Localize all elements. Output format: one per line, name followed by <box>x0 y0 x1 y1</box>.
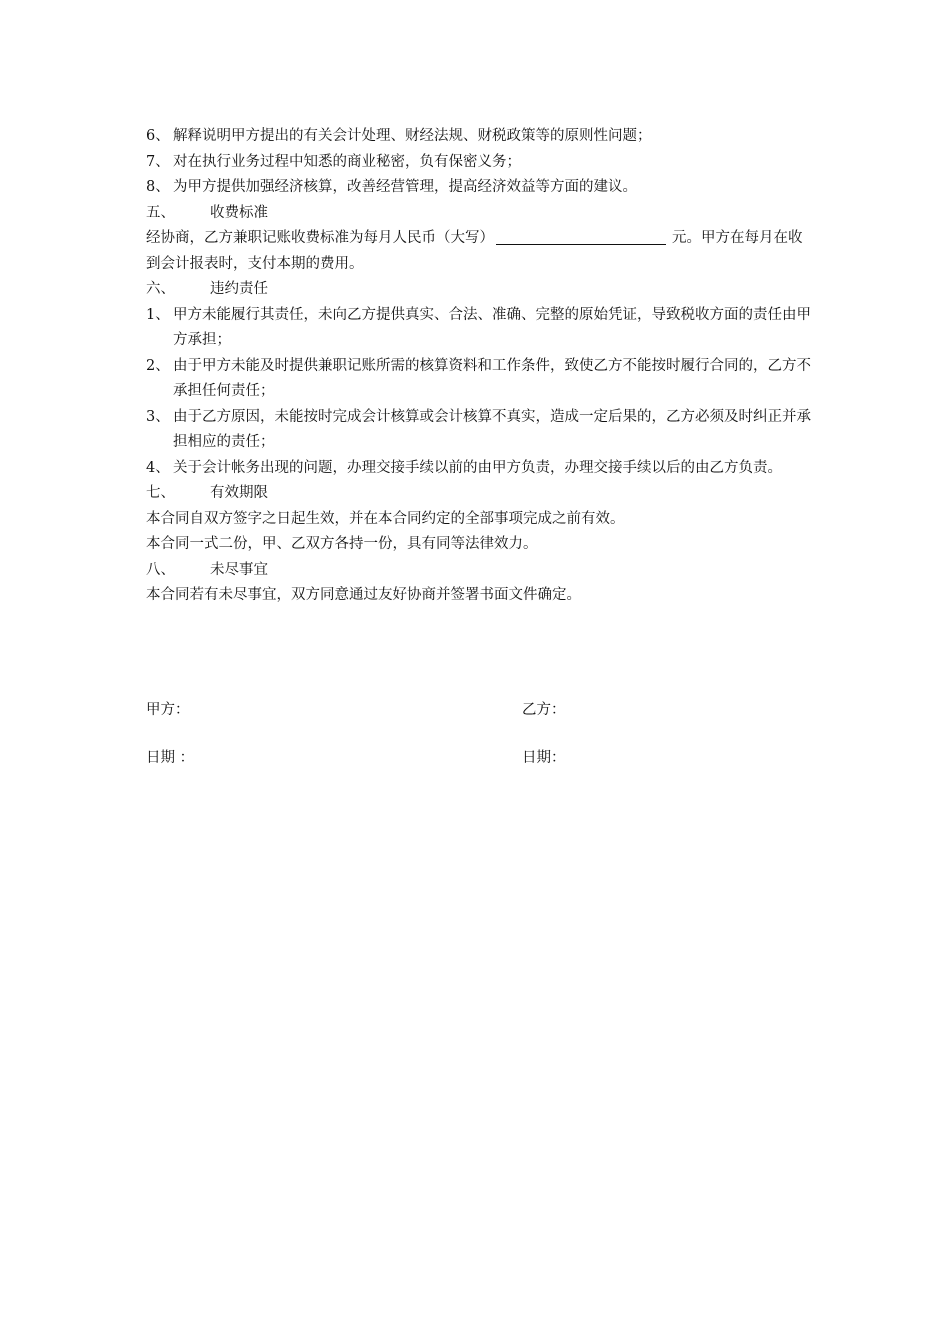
item-text: 为甲方提供加强经济核算，改善经营管理，提高经济效益等方面的建议。 <box>173 179 637 195</box>
misc-paragraph: 本合同若有未尽事宜，双方同意通过友好协商并签署书面文件确定。 <box>146 587 581 603</box>
fee-paragraph <box>146 226 812 277</box>
list-item <box>146 303 812 354</box>
item-number: 4、 <box>146 459 170 476</box>
list-item <box>146 354 812 405</box>
section-title: 收费标准 <box>210 204 268 221</box>
party-b-date-label: 日期： <box>522 750 566 766</box>
fee-text-before: 经协商，乙方兼职记账收费标准为每月人民币（大写） <box>146 230 494 246</box>
party-a-label: 甲方： <box>146 702 190 718</box>
section-heading-fees <box>146 201 812 227</box>
fee-amount-blank <box>496 227 666 245</box>
item-number: 1、 <box>146 306 170 323</box>
contract-body <box>146 124 812 609</box>
fee-text-after: 元。甲方在每月在收到会计报表时，支付本期的费用。 <box>146 230 803 272</box>
party-b-label: 乙方： <box>522 702 566 718</box>
item-number: 8、 <box>146 179 170 195</box>
section-number: 五、 <box>146 204 175 221</box>
section-heading-misc <box>146 558 812 584</box>
item-number: 2、 <box>146 357 170 374</box>
item-text: 由于乙方原因，未能按时完成会计核算或会计核算不真实，造成一定后果的，乙方必须及时纠正并承担相应的责任； <box>173 408 811 450</box>
item-text: 关于会计帐务出现的问题，办理交接手续以前的由甲方负责，办理交接手续以后的由乙方负责。 <box>173 459 782 476</box>
item-text: 由于甲方未能及时提供兼职记账所需的核算资料和工作条件，致使乙方不能按时履行合同的，乙方不承担任何责任； <box>173 357 811 399</box>
list-item <box>146 405 812 456</box>
section-number: 七、 <box>146 485 175 501</box>
section-title: 未尽事宜 <box>210 561 268 578</box>
section-number: 八、 <box>146 561 175 578</box>
section-title: 有效期限 <box>210 485 268 501</box>
list-item <box>146 150 812 176</box>
section-heading-liability <box>146 277 812 303</box>
item-text: 解释说明甲方提出的有关会计处理、财经法规、财税政策等的原则性问题； <box>173 128 652 144</box>
section-heading-validity <box>146 481 812 507</box>
section-number: 六、 <box>146 281 175 297</box>
item-number: 6、 <box>146 128 170 144</box>
list-item <box>146 175 812 201</box>
item-number: 7、 <box>146 153 170 170</box>
item-number: 3、 <box>146 408 170 425</box>
party-a-date-label: 日期 ： <box>146 750 195 766</box>
section-title: 违约责任 <box>210 281 268 297</box>
list-item <box>146 456 812 482</box>
item-text: 对在执行业务过程中知悉的商业秘密，负有保密义务； <box>173 153 521 170</box>
copies-paragraph: 本合同一式二份，甲、乙双方各持一份，具有同等法律效力。 <box>146 536 538 552</box>
item-text: 甲方未能履行其责任，未向乙方提供真实、合法、准确、完整的原始凭证，导致税收方面的责任由甲方承担； <box>173 306 811 348</box>
list-item <box>146 124 812 150</box>
validity-paragraph: 本合同自双方签字之日起生效，并在本合同约定的全部事项完成之前有效。 <box>146 510 625 527</box>
